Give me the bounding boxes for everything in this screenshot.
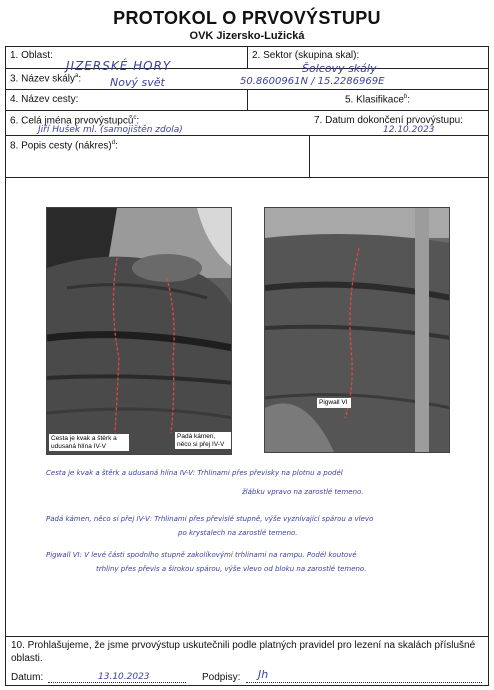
- datum-dokonceni-value: 12.10.2023: [383, 125, 435, 135]
- klasifikace-label: 5. Klasifikace$^b$:: [345, 94, 411, 106]
- jmena-value: Jiří Hušek ml. (samojištěn zdola): [38, 125, 183, 135]
- nazev-skaly-label: 3. Název skály$^a$:: [10, 73, 82, 85]
- sektor-value: Šolcovy skály: [302, 62, 377, 75]
- route-desc-2-line2: po krystalech na zarostlé temeno.: [178, 529, 298, 537]
- route-desc-1-line2: žlábku vpravo na zarostlé temeno.: [242, 488, 364, 496]
- declaration-text: 10. Prohlašujeme, že jsme prvovýstup uskutečnili podle platných pravidel pro lezení na skalách příslušné oblasti.: [11, 640, 476, 664]
- route-photo-left: [46, 207, 232, 455]
- datum-dotted-line: [48, 682, 186, 683]
- nazev-cesty-label: 4. Název cesty:: [10, 94, 79, 105]
- protocol-sheet: [5, 4, 489, 686]
- left-caption-1: Cesta je kvak a štěrk a udusaná hlína IV-V: [49, 434, 129, 451]
- row-divider: [6, 177, 488, 178]
- route-desc-1-line1: Cesta je kvak a štěrk a udusaná hlína IV-V: Trhlinami přes převisky na plotnu a podél: [46, 469, 343, 477]
- gps-value: 50.8600961N / 15.2286969E: [240, 76, 385, 87]
- oblast-value: JIZERSKÉ HORY: [66, 59, 172, 73]
- signature: Jh: [258, 668, 269, 681]
- route-desc-3-line2: trhliny přes převis a širokou spárou, výše vlevo od bloku na zarostlé temeno.: [96, 565, 367, 573]
- nazev-skaly-value: Nový svět: [110, 76, 165, 89]
- col-divider: [247, 89, 248, 110]
- form-grid: [5, 46, 489, 686]
- datum-value: 13.10.2023: [98, 672, 150, 682]
- route-photo-right: [264, 207, 450, 453]
- document-title: PROTOKOL O PRVOVÝSTUPU: [113, 8, 381, 28]
- left-caption-2: Padá kámen, něco si přej IV-V: [175, 432, 231, 449]
- rock-image-left: [47, 208, 232, 455]
- right-caption: Pigwall VI: [317, 398, 351, 408]
- route-desc-2-line1: Padá kámen, něco si přej IV-V: Trhlinami přes převislé stupně, výše vyznívající spárou a vlevo: [46, 515, 374, 523]
- podpisy-label: Podpisy:: [202, 672, 241, 683]
- col-divider: [247, 47, 248, 68]
- datum-label: Datum:: [11, 672, 44, 683]
- oblast-label: 1. Oblast:: [10, 50, 53, 61]
- document-subtitle: OVK Jizersko-Lužická: [189, 30, 305, 42]
- rock-image-right: [265, 208, 450, 453]
- datum-dokonceni-label: 7. Datum dokončení prvovýstupu:: [314, 115, 463, 126]
- row-divider: [6, 636, 488, 637]
- row-divider: [6, 135, 488, 136]
- col-divider: [309, 135, 310, 177]
- route-desc-3-line1: Pigwall VI: V levé části spodního stupně zakolíkovými trhlinami na rampu. Podél koutové: [46, 551, 357, 559]
- sektor-label: 2. Sektor (skupina skal):: [252, 50, 360, 61]
- row-divider: [6, 110, 488, 111]
- jmena-label: 6. Celá jména prvovýstupců$^c$:: [10, 115, 140, 127]
- podpisy-dotted-line: [246, 682, 482, 683]
- popis-label: 8. Popis cesty (nákres)$^d$:: [10, 140, 118, 152]
